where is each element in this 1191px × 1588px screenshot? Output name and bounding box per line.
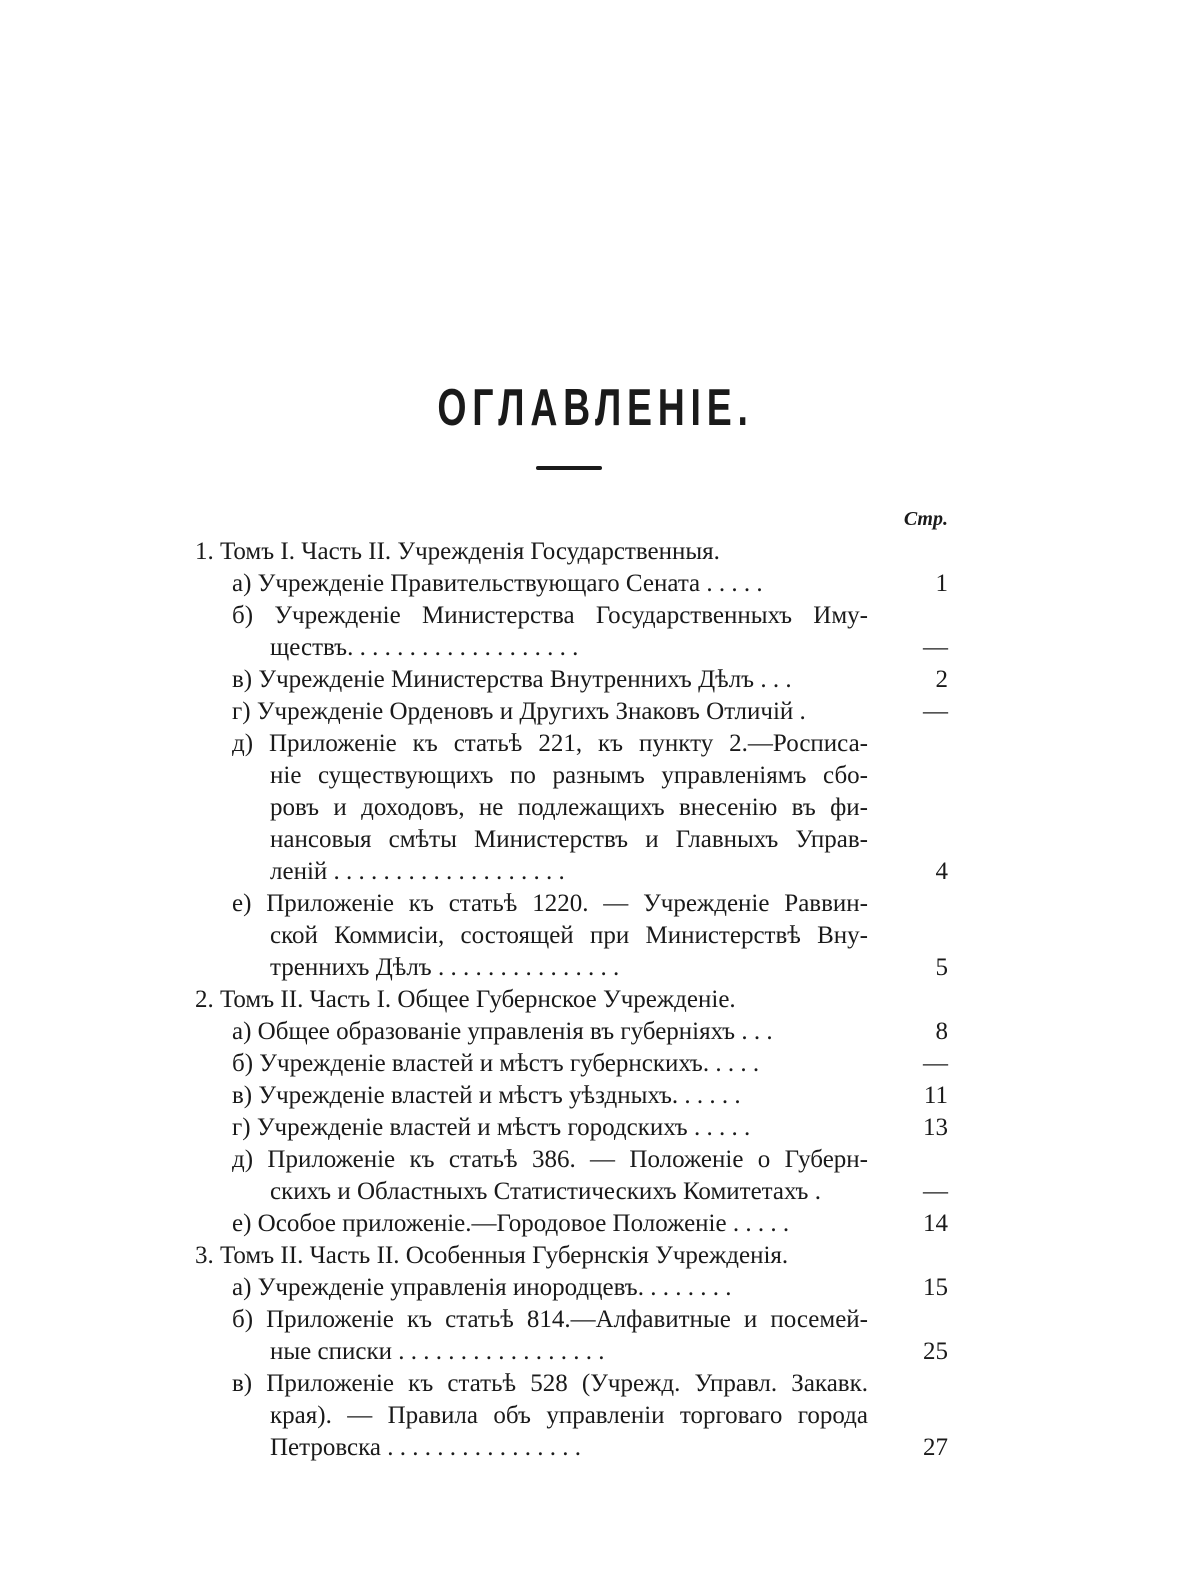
toc-entry-line-text: края). — Правила объ управленіи торговаго города: [270, 1402, 868, 1429]
toc-entry-line-text: Петровска . . . . . . . . . . . . . . . .: [270, 1434, 581, 1461]
toc-section-heading: [0, 536, 1191, 568]
toc-page-number: 27: [923, 1434, 948, 1461]
toc-entry-line-text: ществъ. . . . . . . . . . . . . . . . . . .: [270, 634, 579, 661]
title-rule: [536, 466, 602, 470]
toc-entry-line-text: д) Приложеніе къ статьѣ 386. — Положеніе о Губерн-: [232, 1146, 868, 1173]
toc-entry-line-text: а) Учрежденіе Правительствующаго Сената . . . . .: [232, 570, 763, 597]
toc-entry-line-text: ской Коммисіи, состоящей при Министерствѣ Вну-: [270, 922, 868, 949]
toc-entry-line: [0, 1080, 1191, 1112]
toc-entry-line: [0, 952, 1191, 984]
toc-entry-line: [0, 760, 1191, 792]
page-title: ОГЛАВЛЕНІЕ.: [437, 379, 754, 437]
toc-page-number: 5: [935, 954, 948, 981]
toc-entry-line: [0, 888, 1191, 920]
toc-entry-line: [0, 1368, 1191, 1400]
toc-entry-line: [0, 792, 1191, 824]
toc-page-number: 4: [935, 858, 948, 885]
toc-entry-line-text: а) Учрежденіе управленія инородцевъ. . . . . . . .: [232, 1274, 732, 1301]
toc-entry-line-text: б) Учрежденіе Министерства Государственныхъ Иму-: [232, 602, 868, 629]
toc-section-heading-text: 1. Томъ I. Часть II. Учрежденія Государственныя.: [195, 538, 720, 565]
toc-page-number: 25: [923, 1338, 948, 1365]
toc-page-number: —: [923, 634, 948, 661]
toc-entry-line: [0, 664, 1191, 696]
toc-entry-line: [0, 1176, 1191, 1208]
toc-page-number: —: [923, 1178, 948, 1205]
toc-entry-line-text: треннихъ Дѣлъ . . . . . . . . . . . . . . .: [270, 954, 620, 981]
toc-section-heading: [0, 984, 1191, 1016]
toc-entry-line: [0, 1048, 1191, 1080]
toc-entry-line: [0, 1400, 1191, 1432]
toc-entry-line-text: в) Учрежденіе Министерства Внутреннихъ Дѣлъ . . .: [232, 666, 792, 693]
toc-entry-line-text: нансовыя смѣты Министерствъ и Главныхъ Управ-: [270, 826, 868, 853]
toc-page-number: 14: [923, 1210, 948, 1237]
toc-entry-line: [0, 1112, 1191, 1144]
toc-entry-line: [0, 728, 1191, 760]
toc-entry-line: [0, 1144, 1191, 1176]
toc-entry-line-text: г) Учрежденіе властей и мѣстъ городскихъ . . . . .: [232, 1114, 751, 1141]
toc-entry-line-text: д) Приложеніе къ статьѣ 221, къ пункту 2.—Росписа-: [232, 730, 868, 757]
toc-entry-line-text: ніе существующихъ по разнымъ управленіямъ сбо-: [270, 762, 868, 789]
toc-entry-line-text: е) Приложеніе къ статьѣ 1220. — Учрежденіе Раввин-: [232, 890, 868, 917]
toc-entry-line-text: б) Учрежденіе властей и мѣстъ губернскихъ. . . . .: [232, 1050, 760, 1077]
toc-entry-line: [0, 1336, 1191, 1368]
toc-entry-line: [0, 600, 1191, 632]
toc-entry-line: [0, 856, 1191, 888]
toc-entry-line-text: б) Приложеніе къ статьѣ 814.—Алфавитные и посемей-: [232, 1306, 868, 1333]
toc-entry-line-text: леній . . . . . . . . . . . . . . . . . . .: [270, 858, 565, 885]
toc-entry-line-text: скихъ и Областныхъ Статистическихъ Комитетахъ .: [270, 1178, 821, 1205]
toc-entry-line-text: а) Общее образованіе управленія въ губерніяхъ . . .: [232, 1018, 773, 1045]
toc-page-number: 1: [935, 570, 948, 597]
toc-entry-line-text: е) Особое приложеніе.—Городовое Положеніе . . . . .: [232, 1210, 790, 1237]
toc-section-heading-text: 3. Томъ II. Часть II. Особенныя Губернскія Учрежденія.: [195, 1242, 789, 1269]
toc-section-heading-text: 2. Томъ II. Часть I. Общее Губернское Учрежденіе.: [195, 986, 736, 1013]
toc-entry-line-text: в) Учрежденіе властей и мѣстъ уѣздныхъ. . . . . .: [232, 1082, 741, 1109]
toc-entry-line: [0, 632, 1191, 664]
toc-page-number: —: [923, 698, 948, 725]
toc-page-number: 13: [923, 1114, 948, 1141]
toc-entry-line-text: ные списки . . . . . . . . . . . . . . . . .: [270, 1338, 605, 1365]
toc-entry-line: [0, 568, 1191, 600]
toc-entry-line-text: г) Учрежденіе Орденовъ и Другихъ Знаковъ Отличій .: [232, 698, 806, 725]
toc-page-number: 2: [935, 666, 948, 693]
toc-page-number: 8: [935, 1018, 948, 1045]
page-column-label: Стр.: [903, 508, 948, 530]
toc-page-number: 11: [923, 1082, 948, 1109]
toc-entry-line: [0, 1304, 1191, 1336]
toc-entry-line-text: в) Приложеніе къ статьѣ 528 (Учрежд. Управл. Закавк.: [232, 1370, 868, 1397]
toc-entry-line: [0, 1432, 1191, 1464]
toc-entry-line: [0, 824, 1191, 856]
toc-entry-line: [0, 1272, 1191, 1304]
toc-entry-line-text: ровъ и доходовъ, не подлежащихъ внесенію въ фи-: [270, 794, 868, 821]
table-of-contents: [0, 536, 1191, 1464]
toc-section-heading: [0, 1240, 1191, 1272]
toc-page-number: —: [923, 1050, 948, 1077]
toc-entry-line: [0, 1208, 1191, 1240]
toc-entry-line: [0, 920, 1191, 952]
toc-entry-line: [0, 1016, 1191, 1048]
toc-page-number: 15: [923, 1274, 948, 1301]
toc-entry-line: [0, 696, 1191, 728]
